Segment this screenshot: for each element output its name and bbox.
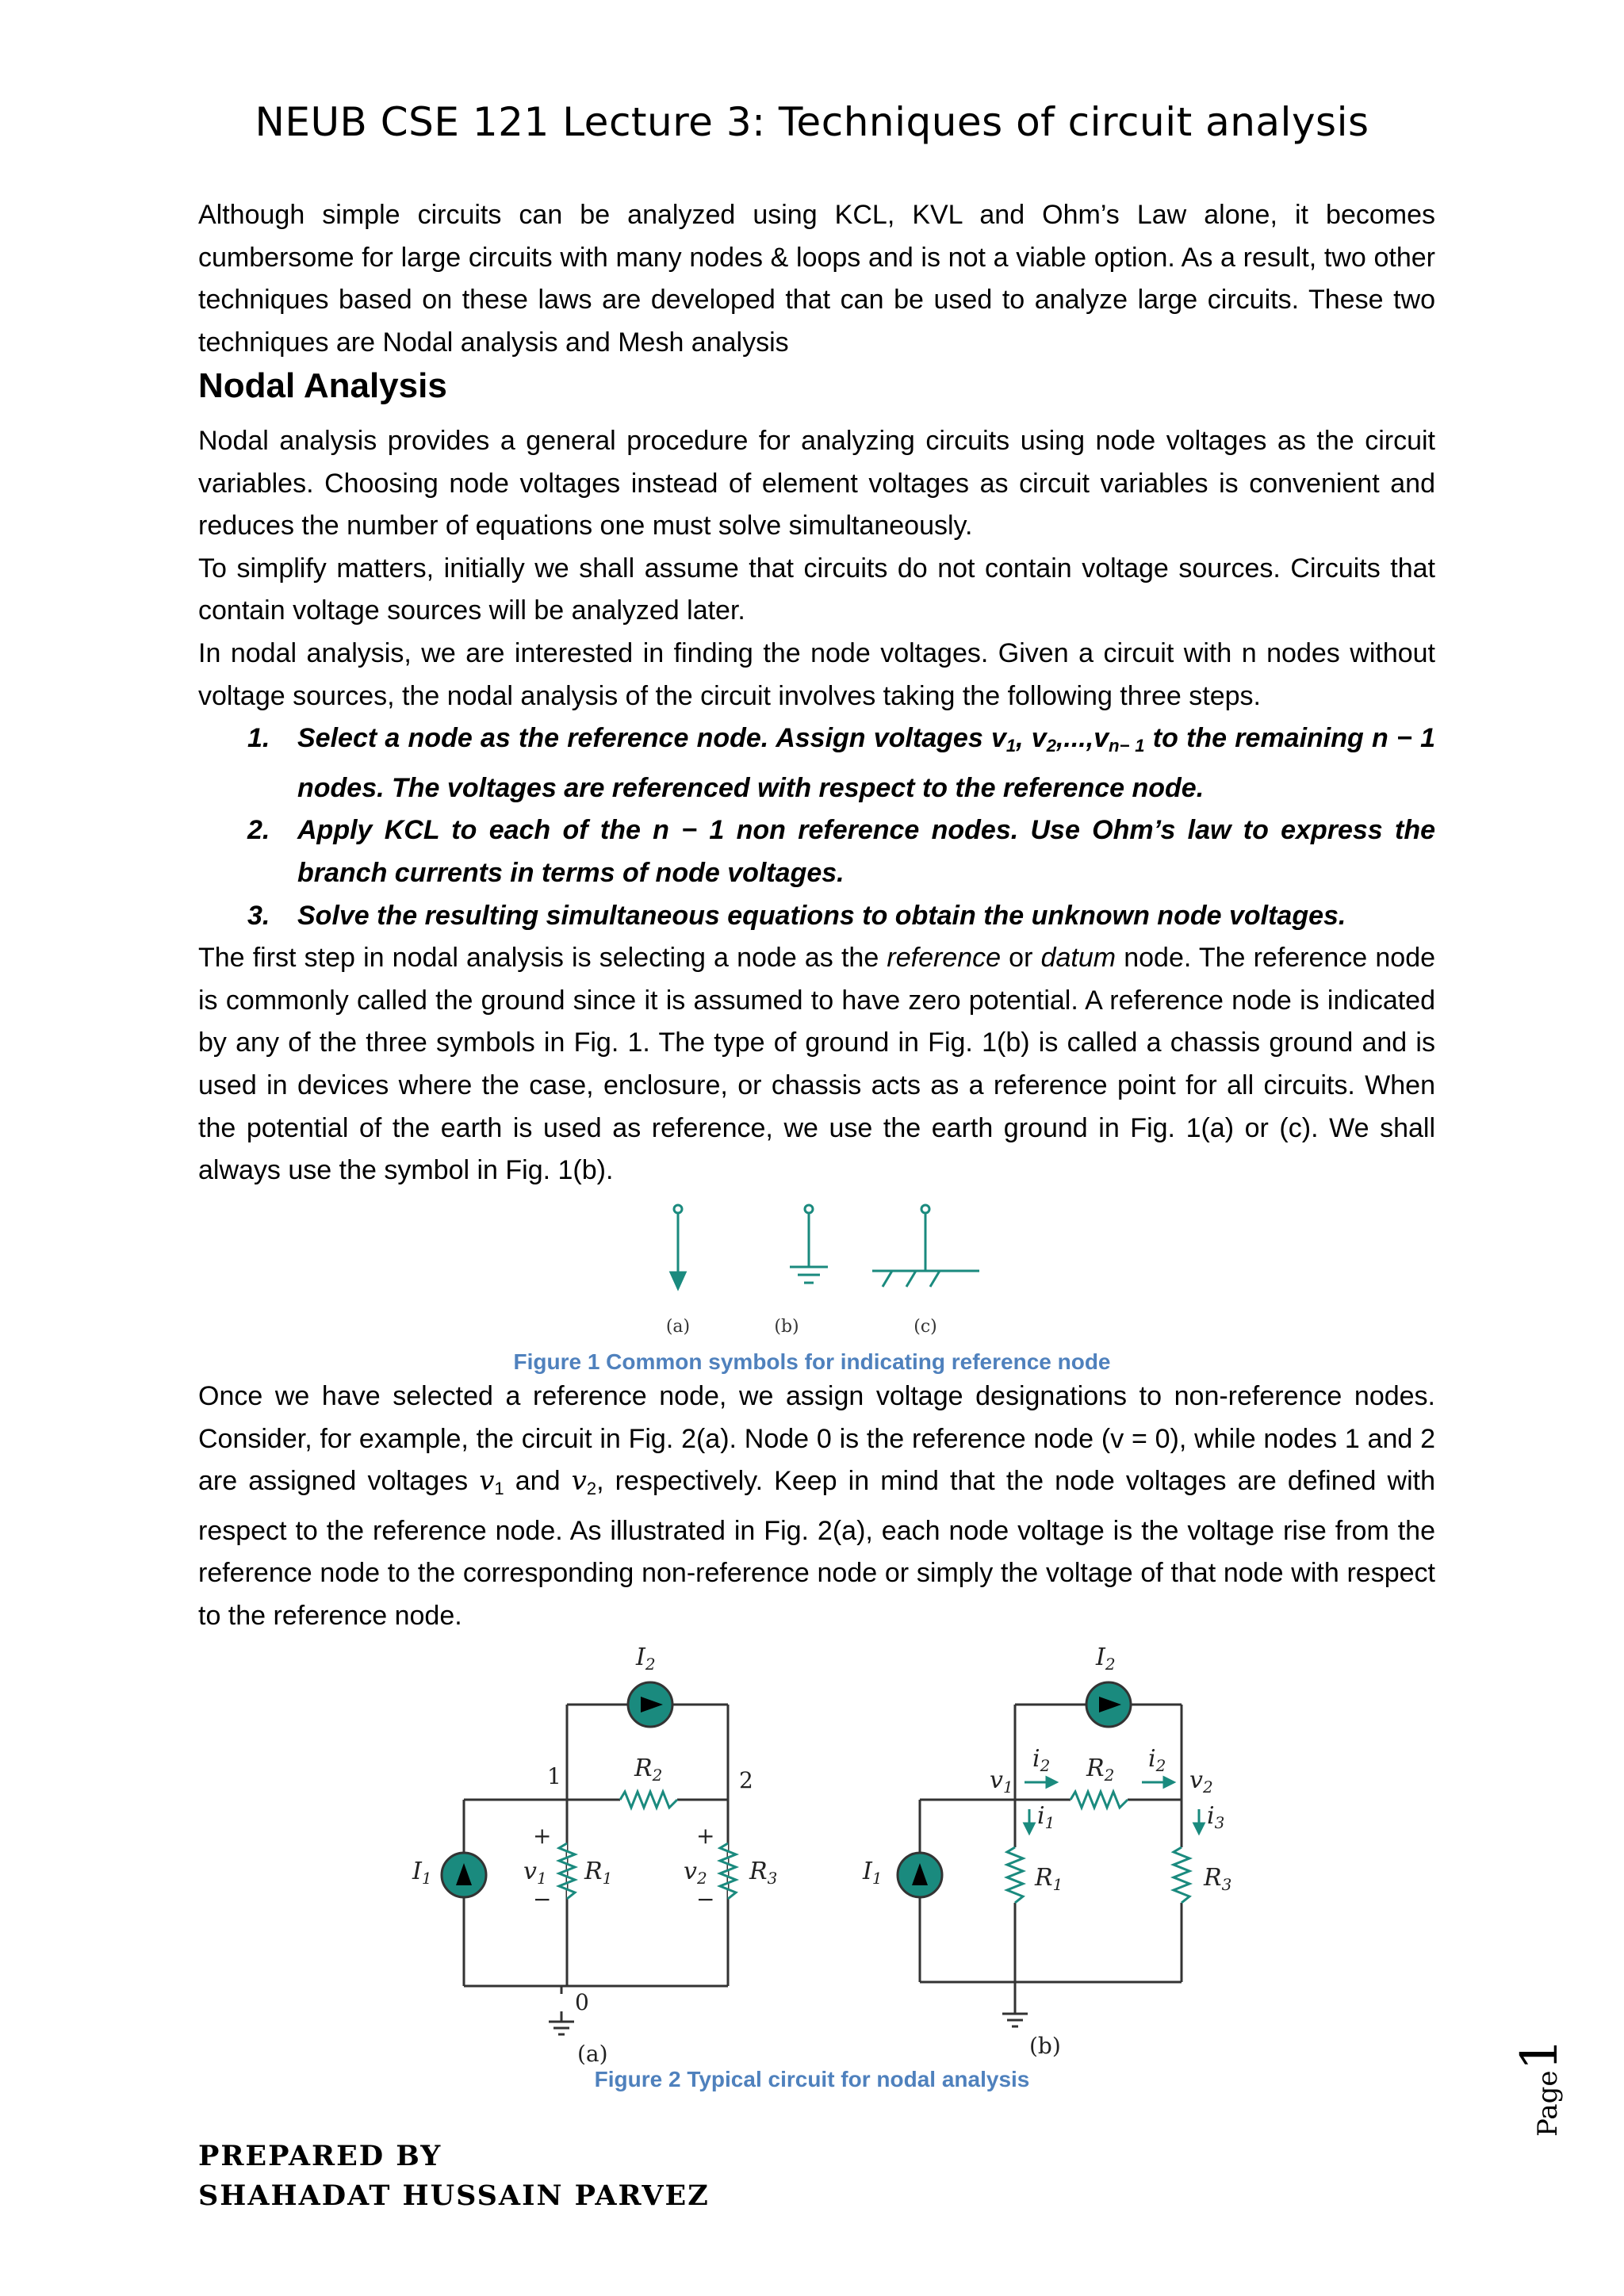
p4-c: node. The reference node is commonly called the ground since it is assumed to have zero potential. A reference node is indicated by any of the three symbols in Fig. 1. The type of ground in Fig. 1(b) is called a chassis ground and is used in devices where the case, enclosure, or chassis acts as a reference point for all circuits. When the potential of the earth is used as reference, we use the earth ground in Fig. 1(a) or (c). We shall always use the symbol in Fig. 1(b). <box>198 943 1436 1186</box>
fig2a-minus-2: − <box>696 1886 715 1912</box>
step-1-sub2: 2 <box>1046 736 1056 756</box>
fig2b-i1-arrow-icon <box>1025 1823 1034 1833</box>
fig2b-label-i2-right: $i_2$ <box>1148 1745 1166 1775</box>
p4-b: or <box>1001 943 1041 974</box>
fig2a-plus-1: + <box>533 1823 552 1849</box>
p5-b: and <box>504 1466 572 1497</box>
p4-datum: datum <box>1040 943 1116 974</box>
fig2a-node-2: 2 <box>739 1767 753 1793</box>
p5-v2: v <box>571 1465 587 1498</box>
step-1-text-a: Select a node as the reference node. Assign voltages v <box>297 723 1006 754</box>
fig2a-node-0: 0 <box>575 1989 589 2015</box>
fig2a-minus-1: − <box>533 1886 552 1912</box>
ground-a-arrow-icon <box>671 1272 685 1288</box>
p5-c: , respectively. Keep in mind that the node voltages are defined with respect to the reference node. As illustrated in Fig. 2(a), each node voltage is the voltage rise from the reference node to the corresponding non-reference node or simply the voltage of that node with respect to the reference node. <box>198 1466 1436 1631</box>
page-title: NEUB CSE 121 Lecture 3: Techniques of circuit analysis <box>255 99 1369 145</box>
fig2b-label-v1: $v_1$ <box>990 1766 1013 1797</box>
ground-c-hatch-2 <box>906 1271 916 1287</box>
fig2b-label-i1-current: $i_1$ <box>1037 1802 1055 1832</box>
page-number <box>1511 2038 1606 2137</box>
step-1-sub3: n− 1 <box>1109 736 1145 756</box>
fig2a-plus-2: + <box>696 1823 715 1849</box>
fig2b-label-i1: $I_1$ <box>863 1858 883 1888</box>
footer-prepared-by: PREPARED BY <box>198 2140 442 2172</box>
fig2b-caption-label: (b) <box>1029 2033 1061 2059</box>
figure-2a-circuit <box>396 1633 793 2081</box>
figure-2-caption: Figure 2 Typical circuit for nodal analysis <box>594 2067 1030 2091</box>
fig2a-label-r3: $R_3$ <box>749 1858 778 1888</box>
page-word: Page <box>1532 2070 1564 2137</box>
fig2b-i3-arrow-icon <box>1194 1823 1204 1833</box>
step-2-text: Apply KCL to each of the n − 1 non reference nodes. Use Ohm’s law to express the branch currents in terms of node voltages. <box>297 815 1435 888</box>
p5-v2-sub: 2 <box>586 1479 597 1499</box>
fig2b-r2-zigzag-icon <box>1071 1792 1128 1808</box>
fig2a-label-i1: $I_1$ <box>412 1858 432 1888</box>
ground-c-hatch-1 <box>883 1271 892 1287</box>
fig2b-label-r3: $R_3$ <box>1204 1864 1232 1894</box>
fig1-label-b: (b) <box>774 1317 799 1337</box>
ground-c-hatch-3 <box>930 1271 940 1287</box>
section-heading: Nodal Analysis <box>198 366 447 405</box>
fig2a-r1-zigzag-icon <box>559 1843 575 1899</box>
footer-author: SHAHADAT HUSSAIN PARVEZ <box>198 2179 710 2212</box>
figure-1-ground-symbols <box>611 1197 1023 1344</box>
fig2a-label-r2: $R_2$ <box>634 1755 663 1785</box>
step-3 <box>198 895 1435 938</box>
fig2a-label-r1: $R_1$ <box>584 1858 613 1888</box>
fig2b-label-r2: $R_2$ <box>1086 1755 1115 1785</box>
paragraph-5 <box>198 1376 1435 1638</box>
step-1-text-d: to the remaining n − 1 nodes. The voltages are referenced with respect to the reference node. <box>297 723 1435 803</box>
intro-paragraph <box>198 194 1435 364</box>
nodal-body <box>198 420 1435 1192</box>
paragraph-2: To simplify matters, initially we shall assume that circuits do not contain voltage sources. Circuits that contain voltage sources will be analyzed later. <box>198 553 1435 626</box>
fig2b-label-i2-left: $i_2$ <box>1032 1745 1051 1775</box>
paragraph-5-block <box>198 1376 1435 1638</box>
fig1-label-c: (c) <box>914 1317 937 1337</box>
paragraph-3: In nodal analysis, we are interested in finding the node voltages. Given a circuit with n nodes without voltage sources, the nodal analysis of the circuit involves taking the following three steps. <box>198 637 1435 711</box>
step-3-number: 3. <box>247 900 270 931</box>
step-1-text-b: , v <box>1016 723 1047 754</box>
fig2b-label-r1: $R_1$ <box>1035 1864 1063 1894</box>
p5-v1: v <box>479 1465 495 1498</box>
step-1-text-c: ,...,v <box>1055 723 1109 754</box>
fig2a-label-v2: $v_2$ <box>684 1858 707 1888</box>
figure-1-caption: Figure 1 Common symbols for indicating reference node <box>513 1349 1111 1374</box>
footer <box>198 2137 710 2216</box>
fig2b-r1-zigzag-icon <box>1007 1847 1023 1903</box>
fig2b-label-v2: $v_2$ <box>1189 1766 1213 1797</box>
step-1-sub1: 1 <box>1005 736 1017 756</box>
ground-a-terminal <box>674 1205 682 1213</box>
p4-a: The first step in nodal analysis is selecting a node as the <box>198 943 887 974</box>
fig2a-label-v1: $v_1$ <box>523 1858 547 1888</box>
fig1-label-a: (a) <box>665 1317 691 1337</box>
step-1-number: 1. <box>247 723 270 754</box>
step-2-number: 2. <box>247 815 270 846</box>
fig2a-label-i2: $I_2$ <box>636 1644 656 1674</box>
p4-reference: reference <box>887 943 1002 974</box>
fig2b-label-i2: $I_2$ <box>1096 1644 1116 1674</box>
step-1 <box>198 718 1435 809</box>
step-3-text: Solve the resulting simultaneous equations to obtain the unknown node voltages. <box>297 900 1346 931</box>
fig2a-caption-label: (a) <box>577 2041 608 2067</box>
intro-text: Although simple circuits can be analyzed using KCL, KVL and Ohm’s Law alone, it becomes cumbersome for large circuits with many nodes & loops and is not a viable option. As a result, two other techniques based on these laws are developed that can be used to analyze large circuits. These two techniques are Nodal analysis and Mesh analysis <box>198 200 1435 358</box>
ground-c-terminal <box>921 1205 929 1213</box>
p5-v1-sub: 1 <box>494 1479 504 1499</box>
figure-2b-circuit <box>856 1633 1269 2081</box>
fig2b-i2-left-arrow-icon <box>1047 1777 1056 1787</box>
fig2a-node-1: 1 <box>547 1763 561 1789</box>
fig2b-r3-zigzag-icon <box>1174 1847 1189 1903</box>
page-number-value: 1 <box>1511 2038 1569 2071</box>
paragraph-1: Nodal analysis provides a general procedure for analyzing circuits using node voltages as the circuit variables. Choosing node voltages instead of element voltages as circuit variables is convenient and reduces the number of equations one must solve simultaneously. <box>198 426 1435 541</box>
p5-a: Once we have selected a reference node, we assign voltage designations to non-reference nodes. Consider, for example, the circuit in Fig. 2(a). Node 0 is the reference node (v = 0), while nodes 1 and 2 are assigned voltages <box>198 1381 1435 1497</box>
fig2b-i2-right-arrow-icon <box>1164 1777 1174 1787</box>
fig2b-label-i3-current: $i_3$ <box>1207 1802 1225 1832</box>
fig2a-r3-zigzag-icon <box>720 1843 736 1899</box>
fig2a-r2-zigzag-icon <box>620 1792 677 1808</box>
paragraph-4 <box>198 937 1435 1192</box>
step-2 <box>198 809 1435 894</box>
steps-list <box>198 718 1435 937</box>
ground-b-terminal <box>805 1205 813 1213</box>
